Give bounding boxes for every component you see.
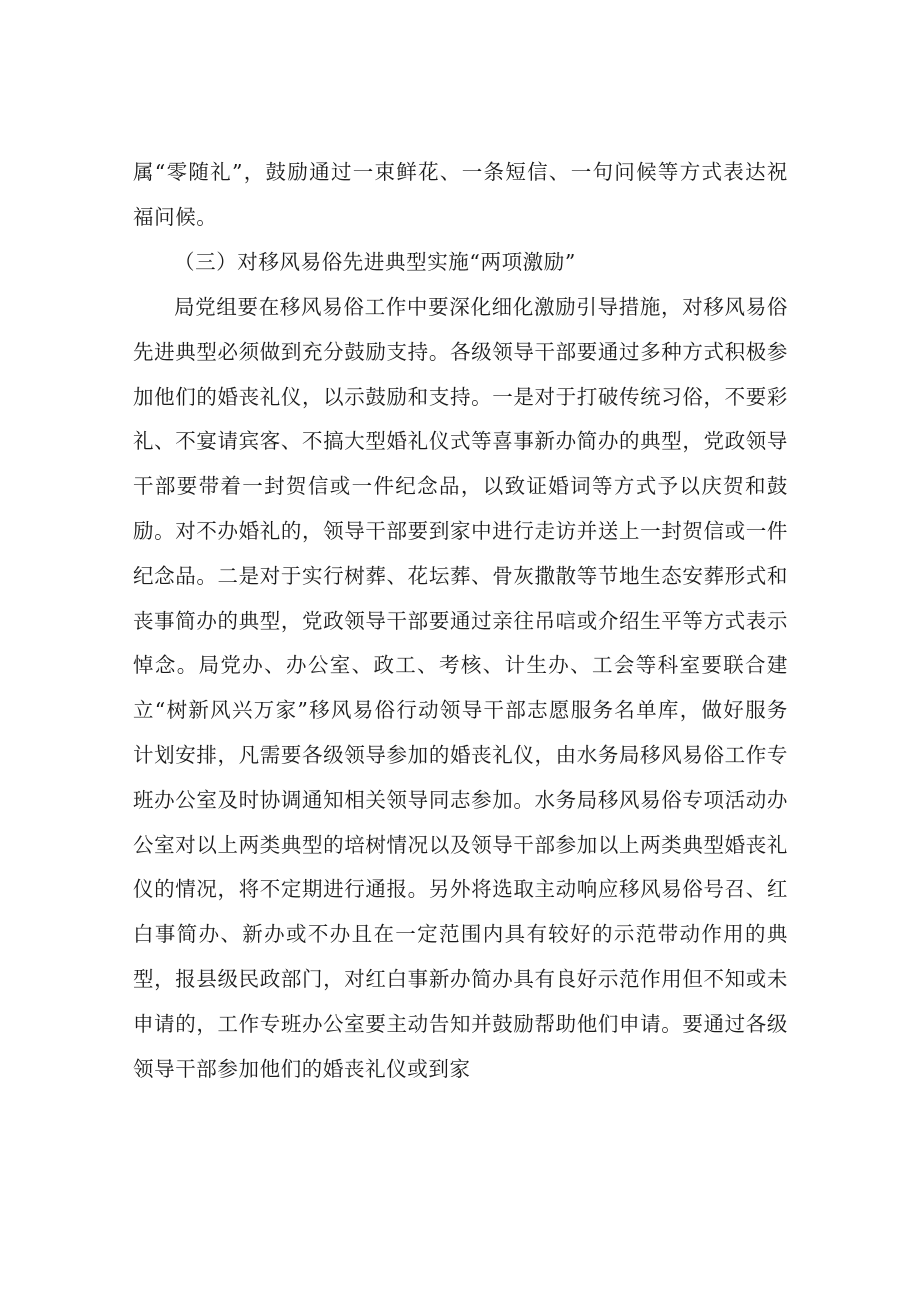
section-heading: （三）对移风易俗先进典型实施“两项激励”: [174, 250, 576, 274]
paragraph-continuation: 属“零随礼”，鼓励通过一束鲜花、一条短信、一句问候等方式表达祝福问候。: [133, 160, 788, 229]
body-paragraph: 局党组要在移风易俗工作中要深化细化激励引导措施，对移风易俗先进典型必须做到充分鼓励支持。各级领导干部要通过多种方式积极参加他们的婚丧礼仪，以示鼓励和支持。一是对于打破传统习俗，不要彩礼、不宴请宾客、不搞大型婚礼仪式等喜事新办简办的典型，党政领导干部要带着一封贺信或一件纪念品，以致证婚词等方式予以庆贺和鼓励。对不办婚礼的，领导干部要到家中进行走访并送上一封贺信或一件纪念品。二是对于实行树葬、花坛葬、骨灰撒散等节地生态安葬形式和丧事简办的典型，党政领导干部要通过亲往吊唁或介绍生平等方式表示悼念。局党办、办公室、政工、考核、计生办、工会等科室要联合建立“树新风兴万家”移风易俗行动领导干部志愿服务名单库，做好服务计划安排，凡需要各级领导参加的婚丧礼仪，由水务局移风易俗工作专班办公室及时协调通知相关领导同志参加。水务局移风易俗专项活动办公室对以上两类典型的培树情况以及领导干部参加以上两类典型婚丧礼仪的情况，将不定期进行通报。另外将选取主动响应移风易俗号召、红白事简办、新办或不办且在一定范围内具有较好的示范带动作用的典型，报县级民政部门，对红白事新办简办具有良好示范作用但不知或未申请的，工作专班办公室要主动告知并鼓励帮助他们申请。要通过各级领导干部参加他们的婚丧礼仪或到家: [133, 295, 788, 1081]
